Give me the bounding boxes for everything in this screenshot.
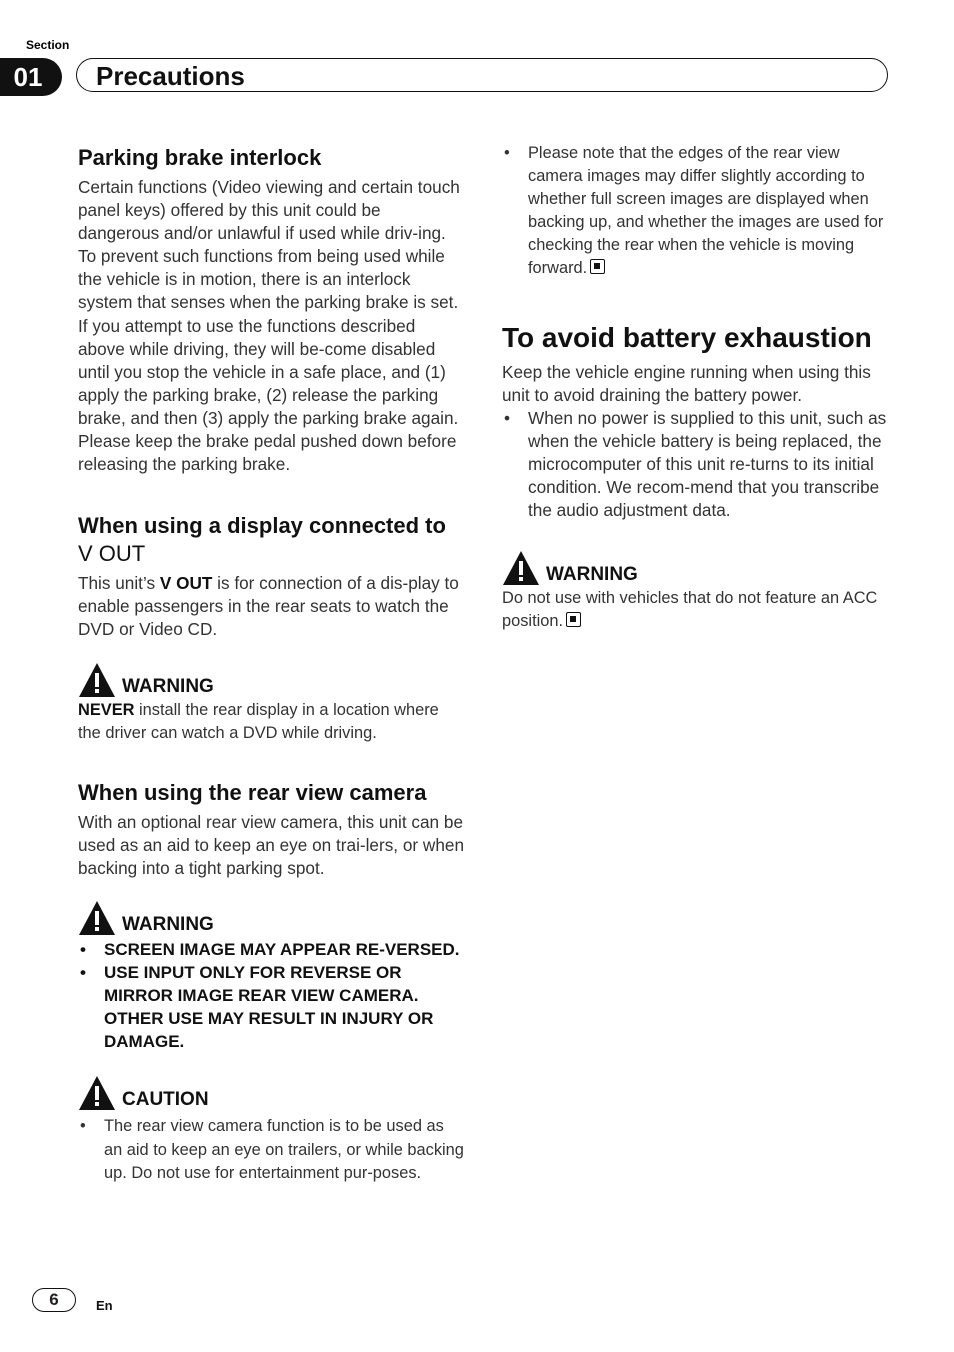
camera-caution-header [78,1073,466,1111]
warning-triangle-icon [78,662,116,698]
parking-brake-heading: Parking brake interlock [78,145,322,170]
camera-note-list [502,142,890,281]
list-item: • USE INPUT ONLY FOR REVERSE OR MIRROR IMAGE REAR VIEW CAMERA. OTHER USE MAY RESULT IN INJURY OR DAMAGE. [78,961,466,1053]
vout-heading [78,512,466,568]
section-number-tab: 01 [0,58,62,96]
left-column [78,142,466,1185]
warning-triangle-icon [78,900,116,936]
battery-warning-header [502,548,890,586]
camera-note-text: Please note that the edges of the rear view camera images may differ slightly according to whether full screen images are displayed when backing up, and whether the images are used for checking the rear when the vehicle is moving forward. [528,144,884,278]
battery-body: Keep the vehicle engine running when using this unit to avoid draining the battery power. [502,361,871,405]
vout-warning-bold: NEVER [78,700,135,719]
language-code: En [96,1298,113,1313]
vout-body [78,572,466,641]
camera-warning-label: WARNING [122,913,214,935]
vout-body-bold: V OUT [159,573,213,594]
warning-triangle-icon [502,550,540,586]
camera-caution-list [78,1115,466,1184]
section-label: Section [26,38,70,52]
vout-warning-body: install the rear display in a location where the driver can watch a DVD while driving. [78,700,439,742]
vout-warning-header [78,660,466,698]
vout-heading-prefix: When using a display connected to [78,513,446,539]
camera-caution-label: CAUTION [122,1089,209,1111]
list-item [502,142,890,281]
parking-brake-body: Certain functions (Video viewing and certain touch panel keys) offered by this unit could be dangerous and/or unlawful if used while driv-ing. To prevent such functions from being used while the vehicle is in motion, there is an interlock system that senses when the parking brake is set. If you attempt to use the functions described above while driving, they will be-come disabled until you stop the vehicle in a safe place, and (1) apply the parking brake, (2) release the parking brake, and then (3) apply the parking brake again. Please keep the brake pedal pushed down before releasing the parking brake. [78,177,460,475]
vout-warning-label: WARNING [122,675,214,697]
vout-heading-suffix: V OUT [78,541,146,567]
section-title: Precautions [96,61,245,91]
rear-camera-body: With an optional rear view camera, this unit can be used as an aid to keep an eye on trai-lers, or when backing into a tight parking spot. [78,811,464,878]
page-number: 6 [32,1288,76,1312]
camera-warning-header [78,898,466,936]
battery-warning-text [502,587,890,633]
battery-heading: To avoid battery exhaustion [502,321,872,353]
rear-camera-heading: When using the rear view camera [78,779,427,805]
end-mark-icon [590,259,605,274]
battery-warning-label: WARNING [546,564,638,586]
vout-body-suffix: is for connection of a dis-play to enable passengers in the rear seats to watch the DVD or Video CD. [78,573,459,640]
battery-warning-body: Do not use with vehicles that do not feature an ACC position. [502,589,878,631]
camera-warning-list [78,938,466,1053]
caution-triangle-icon [78,1075,116,1111]
right-column [502,142,890,633]
vout-body-prefix: This unit’s [78,573,160,594]
list-item: • The rear view camera function is to be used as an aid to keep an eye on trailers, or while backing up. Do not use for entertainment pur-poses. [78,1115,466,1184]
list-item: • SCREEN IMAGE MAY APPEAR RE-VERSED. [78,938,466,961]
list-item: • When no power is supplied to this unit, such as when the vehicle battery is being replaced, the microcomputer of this unit re-turns to its initial condition. We recom-mend that you transcribe the audio adjustment data. [502,407,890,522]
battery-list [502,407,890,522]
vout-warning-text [78,699,466,745]
end-mark-icon [566,612,581,627]
